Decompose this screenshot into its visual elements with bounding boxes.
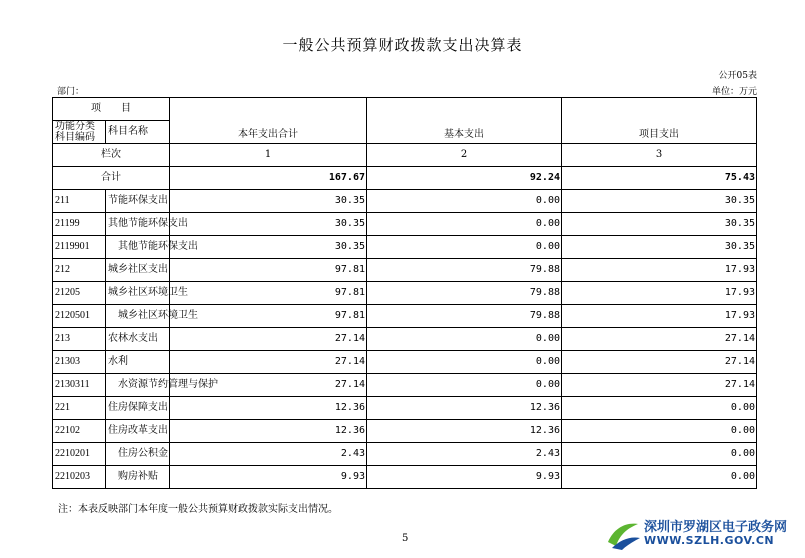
row-basic: 0.00 <box>367 190 562 213</box>
row-basic: 0.00 <box>367 213 562 236</box>
row-code: 211 <box>53 190 106 213</box>
row-subject-name: 住房改革支出 <box>106 420 170 443</box>
row-total: 97.81 <box>170 305 367 328</box>
table-row <box>53 236 757 259</box>
row-basic: 79.88 <box>367 259 562 282</box>
total-project: 75.43 <box>562 167 757 190</box>
total-row <box>53 167 757 190</box>
table-row <box>53 443 757 466</box>
row-subject-name: 城乡社区环境卫生 <box>106 305 170 328</box>
table-row <box>53 259 757 282</box>
row-basic: 9.93 <box>367 466 562 489</box>
row-basic: 79.88 <box>367 282 562 305</box>
row-project: 0.00 <box>562 420 757 443</box>
row-project: 17.93 <box>562 259 757 282</box>
department-label: 部门： <box>57 87 85 97</box>
row-total: 30.35 <box>170 190 367 213</box>
row-total: 27.14 <box>170 328 367 351</box>
func-code-header: 功能分类科目编码 <box>53 121 106 144</box>
row-code: 2120501 <box>53 305 106 328</box>
row-code: 22102 <box>53 420 106 443</box>
col-basic-header: 基本支出 <box>367 98 562 144</box>
watermark-logo <box>604 514 804 554</box>
table-row <box>53 328 757 351</box>
row-code: 21199 <box>53 213 106 236</box>
header-row-item <box>53 98 757 121</box>
row-project: 30.35 <box>562 236 757 259</box>
row-basic: 0.00 <box>367 328 562 351</box>
table-row <box>53 213 757 236</box>
row-project: 30.35 <box>562 213 757 236</box>
row-project: 0.00 <box>562 397 757 420</box>
row-project: 30.35 <box>562 190 757 213</box>
col-total-header: 本年支出合计 <box>170 98 367 144</box>
total-basic: 92.24 <box>367 167 562 190</box>
row-code: 2130311 <box>53 374 106 397</box>
row-total: 30.35 <box>170 236 367 259</box>
row-subject-name: 其他节能环保支出 <box>106 236 170 259</box>
row-basic: 12.36 <box>367 420 562 443</box>
row-code: 21205 <box>53 282 106 305</box>
table-row <box>53 397 757 420</box>
row-code: 213 <box>53 328 106 351</box>
row-subject-name: 水利 <box>106 351 170 374</box>
row-code: 21303 <box>53 351 106 374</box>
page-title: 一般公共预算财政拨款支出决算表 <box>282 36 523 54</box>
row-subject-name: 其他节能环保支出 <box>106 213 170 236</box>
row-code: 2119901 <box>53 236 106 259</box>
row-subject-name: 购房补贴 <box>106 466 170 489</box>
item-header: 项 目 <box>53 98 170 121</box>
expenditure-table <box>52 97 757 489</box>
table-row <box>53 305 757 328</box>
row-code: 212 <box>53 259 106 282</box>
row-total: 27.14 <box>170 374 367 397</box>
row-total: 97.81 <box>170 259 367 282</box>
watermark-url: WWW.SZLH.GOV.CN <box>644 534 775 547</box>
row-subject-name: 住房保障支出 <box>106 397 170 420</box>
row-total: 97.81 <box>170 282 367 305</box>
unit-label: 单位：万元 <box>711 87 757 97</box>
row-basic: 79.88 <box>367 305 562 328</box>
row-code: 2210201 <box>53 443 106 466</box>
row-project: 17.93 <box>562 305 757 328</box>
form-code: 公开05表 <box>718 71 757 81</box>
logo-emblem-icon <box>604 516 642 552</box>
row-subject-name: 节能环保支出 <box>106 190 170 213</box>
row-code: 2210203 <box>53 466 106 489</box>
row-project: 0.00 <box>562 466 757 489</box>
row-basic: 0.00 <box>367 374 562 397</box>
row-subject-name: 水资源节约管理与保护 <box>106 374 170 397</box>
row-project: 17.93 <box>562 282 757 305</box>
table-row <box>53 190 757 213</box>
row-subject-name: 城乡社区支出 <box>106 259 170 282</box>
row-subject-name: 住房公积金 <box>106 443 170 466</box>
row-no-label: 栏次 <box>53 144 170 167</box>
column-number-row <box>53 144 757 167</box>
row-total: 9.93 <box>170 466 367 489</box>
row-basic: 12.36 <box>367 397 562 420</box>
row-total: 27.14 <box>170 351 367 374</box>
subject-name-header: 科目名称 <box>106 121 170 144</box>
col-no-3: 3 <box>562 144 757 167</box>
row-total: 12.36 <box>170 397 367 420</box>
table-row <box>53 351 757 374</box>
col-no-1: 1 <box>170 144 367 167</box>
table-row <box>53 420 757 443</box>
row-basic: 0.00 <box>367 236 562 259</box>
footnote: 注：本表反映部门本年度一般公共预算财政拨款实际支出情况。 <box>58 504 338 515</box>
row-total: 30.35 <box>170 213 367 236</box>
row-basic: 0.00 <box>367 351 562 374</box>
table-row <box>53 282 757 305</box>
page-number: 5 <box>402 533 409 544</box>
row-project: 27.14 <box>562 351 757 374</box>
row-basic: 2.43 <box>367 443 562 466</box>
row-project: 0.00 <box>562 443 757 466</box>
row-code: 221 <box>53 397 106 420</box>
table-row <box>53 374 757 397</box>
col-project-header: 项目支出 <box>562 98 757 144</box>
total-amount: 167.67 <box>170 167 367 190</box>
row-project: 27.14 <box>562 374 757 397</box>
watermark-name: 深圳市罗湖区电子政务网 <box>644 520 788 535</box>
table-row <box>53 466 757 489</box>
total-label: 合计 <box>53 167 170 190</box>
row-total: 2.43 <box>170 443 367 466</box>
row-subject-name: 农林水支出 <box>106 328 170 351</box>
row-subject-name: 城乡社区环境卫生 <box>106 282 170 305</box>
row-total: 12.36 <box>170 420 367 443</box>
row-project: 27.14 <box>562 328 757 351</box>
col-no-2: 2 <box>367 144 562 167</box>
